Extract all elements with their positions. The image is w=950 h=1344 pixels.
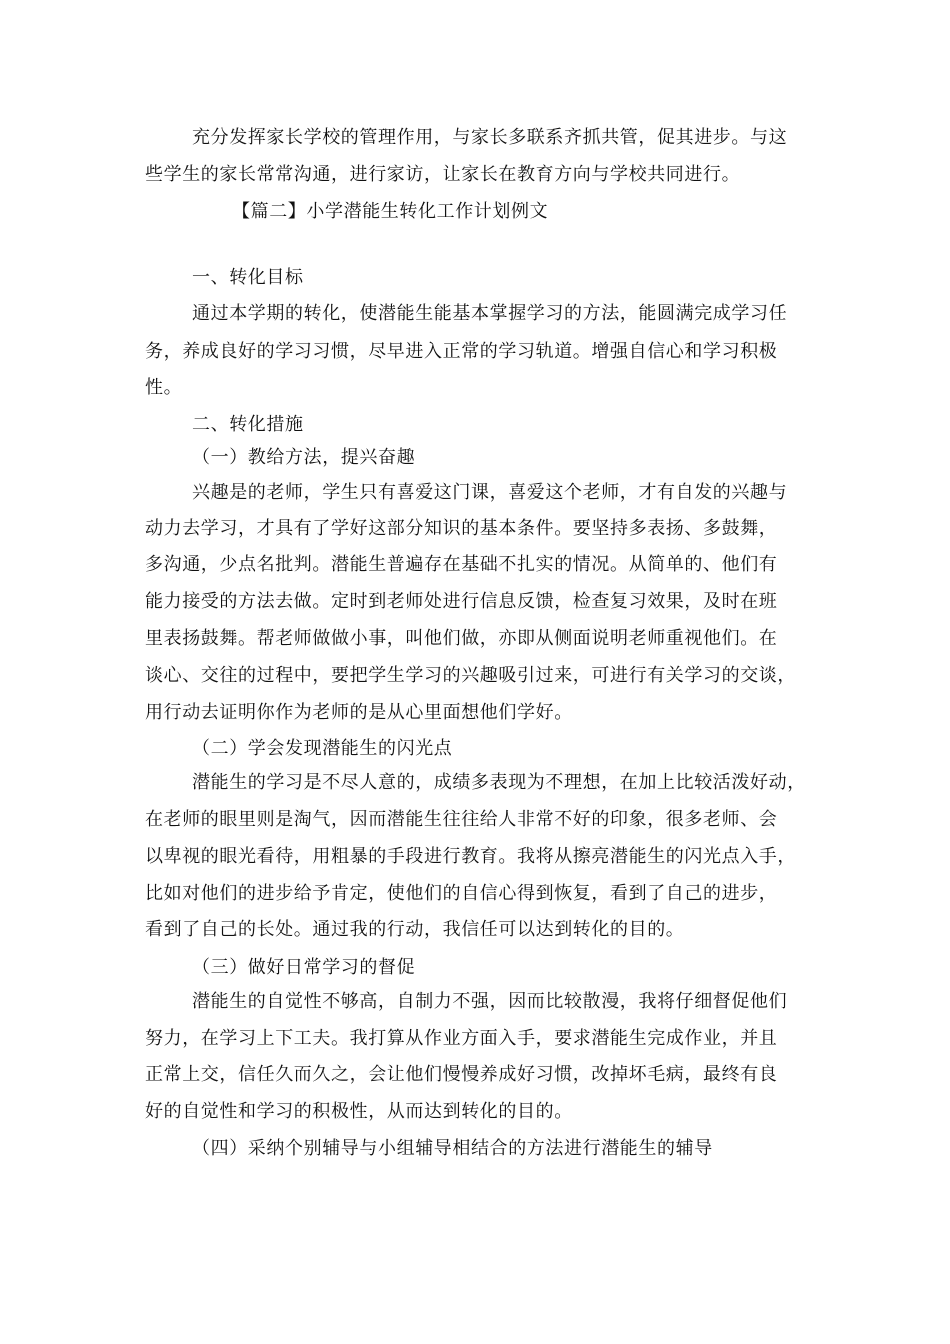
paragraph-line: 动力去学习，才具有了学好这部分知识的基本条件。要坚持多表扬、多鼓舞， [145, 518, 778, 539]
heading-line: 二、转化措施 [192, 414, 304, 435]
subheading-line: （四）采纳个别辅导与小组辅导相结合的方法进行潜能生的辅导 [192, 1138, 713, 1159]
paragraph-line: 些学生的家长常常沟通，进行家访，让家长在教育方向与学校共同进行。 [145, 164, 741, 185]
subheading-line: （二）学会发现潜能生的闪光点 [192, 738, 453, 759]
paragraph-line: 谈心、交往的过程中，要把学生学习的兴趣吸引过来，可进行有关学习的交谈， [145, 665, 796, 686]
paragraph-line: 潜能生的自觉性不够高，自制力不强，因而比较散漫，我将仔细督促他们 [192, 991, 788, 1012]
subheading-line: （三）做好日常学习的督促 [192, 957, 416, 978]
paragraph-line: 多沟通，少点名批判。潜能生普遍存在基础不扎实的情况。从简单的、他们有 [145, 554, 778, 575]
paragraph-line: 通过本学期的转化，使潜能生能基本掌握学习的方法，能圆满完成学习任 [192, 303, 788, 324]
paragraph-line: 努力，在学习上下工夫。我打算从作业方面入手，要求潜能生完成作业，并且 [145, 1028, 778, 1049]
section-title: 【篇二】小学潜能生转化工作计划例文 [232, 201, 549, 222]
paragraph-line: 兴趣是的老师，学生只有喜爱这门课，喜爱这个老师，才有自发的兴趣与 [192, 482, 788, 503]
paragraph-line: 看到了自己的长处。通过我的行动，我信任可以达到转化的目的。 [145, 919, 685, 940]
paragraph-line: 以卑视的眼光看待，用粗暴的手段进行教育。我将从擦亮潜能生的闪光点入手， [145, 846, 796, 867]
paragraph-line: 用行动去证明你作为老师的是从心里面想他们学好。 [145, 702, 573, 723]
paragraph-line: 里表扬鼓舞。帮老师做做小事，叫他们做，亦即从侧面说明老师重视他们。在 [145, 628, 778, 649]
subheading-line: （一）教给方法，提兴奋趣 [192, 447, 416, 468]
paragraph-line: 务，养成良好的学习习惯，尽早进入正常的学习轨道。增强自信心和学习积极 [145, 341, 778, 362]
paragraph-line: 在老师的眼里则是淘气，因而潜能生往往给人非常不好的印象，很多老师、会 [145, 809, 778, 830]
paragraph-line: 好的自觉性和学习的积极性，从而达到转化的目的。 [145, 1101, 573, 1122]
paragraph-line: 能力接受的方法去做。定时到老师处进行信息反馈，检查复习效果，及时在班 [145, 591, 778, 612]
paragraph-line: 比如对他们的进步给予肯定，使他们的自信心得到恢复，看到了自己的进步， [145, 883, 778, 904]
paragraph-line: 性。 [145, 377, 183, 398]
paragraph-line: 潜能生的学习是不尽人意的，成绩多表现为不理想，在加上比较活泼好动， [192, 772, 806, 793]
heading-line: 一、转化目标 [192, 267, 304, 288]
paragraph-line: 正常上交，信任久而久之，会让他们慢慢养成好习惯，改掉坏毛病，最终有良 [145, 1064, 778, 1085]
paragraph-line: 充分发挥家长学校的管理作用，与家长多联系齐抓共管，促其进步。与这 [192, 127, 788, 148]
